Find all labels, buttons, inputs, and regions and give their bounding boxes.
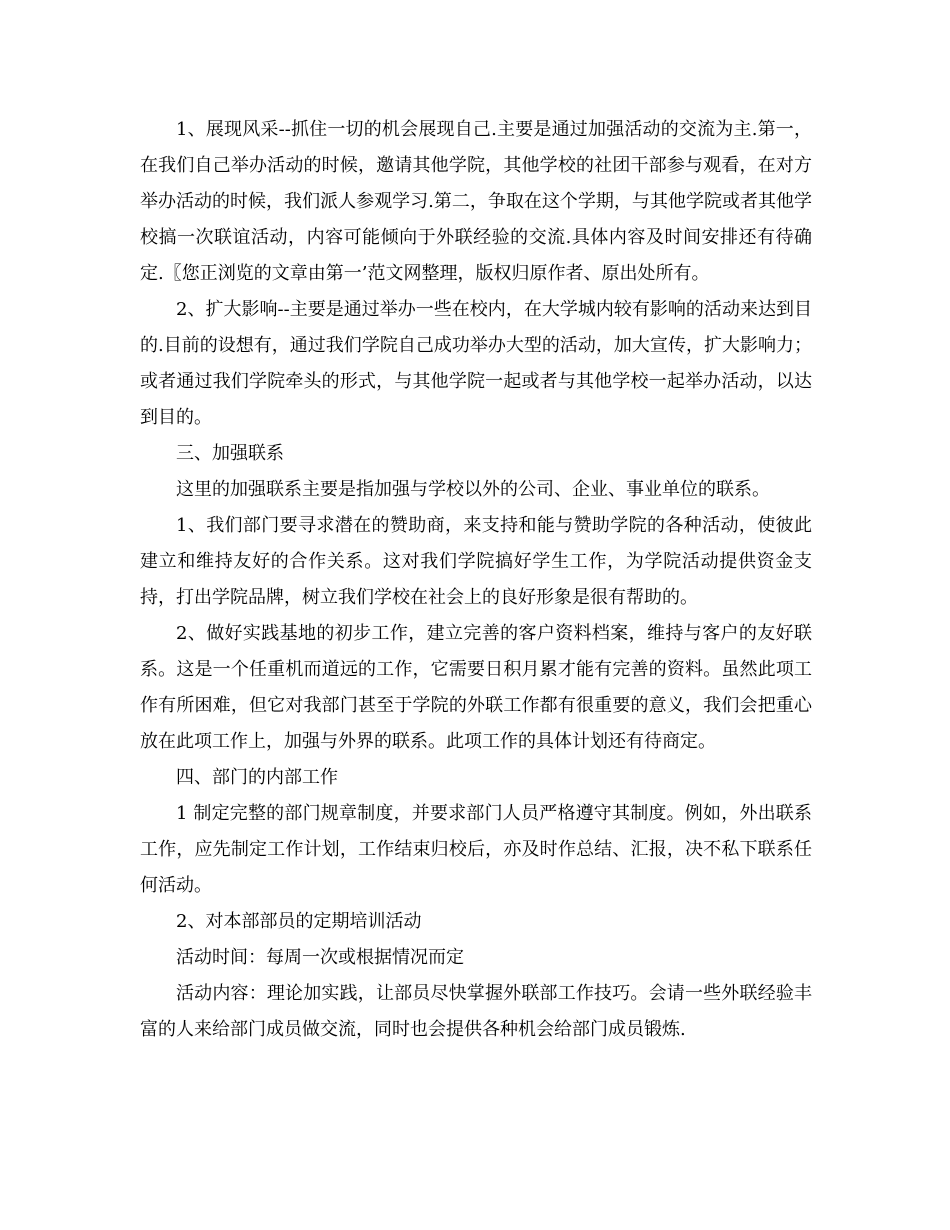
paragraph-practice-base: 2、做好实践基地的初步工作，建立完善的客户资料档案，维持与客户的友好联系。这是一个任重机而道远的工作，它需要日积月累才能有完善的资料。虽然此项工作有所困难，但它对我部门甚至于学院的外联工作都有很重要的意义，我们会把重心放在此项工作上，加强与外界的联系。此项工作的具体计划还有待商定。 [140,623,812,752]
paragraph-regulations: 1 制定完整的部门规章制度，并要求部门人员严格遵守其制度。例如，外出联系工作，应先制定工作计划，工作结束归校后，亦及时作总结、汇报，决不私下联系任何活动。 [140,803,812,896]
paragraph-training-title: 2、对本部部员的定期培训活动 [176,911,422,932]
paragraph-showcase: 1、展现风采--抓住一切的机会展现自己.主要是通过加强活动的交流为主.第一，在我们自己举办活动的时候，邀请其他学院，其他学校的社团干部参与观看，在对方举办活动的时候，我们派人参观学习.第二，争取在这个学期，与其他学院或者其他学校搞一次联谊活动，内容可能倾向于外联经验的交流.具体内容及时间安排还有待确定.〖您正浏览的文章由第一’范文网整理，版权归原作者、原出处所有。 [140,119,812,284]
paragraph-contact-intro: 这里的加强联系主要是指加强与学校以外的公司、企业、事业单位的联系。 [176,479,770,500]
paragraph-activity-time: 活动时间：每周一次或根据情况而定 [176,947,464,968]
section-heading-internal-work: 四、部门的内部工作 [176,767,338,788]
paragraph-expand-influence: 2、扩大影响--主要是通过举办一些在校内，在大学城内较有影响的活动来达到目的.目前的设想有，通过我们学院自己成功举办大型的活动，加大宣传，扩大影响力；或者通过我们学院牵头的形式，与其他学院一起或者与其他学校一起举办活动，以达到目的。 [140,299,812,428]
document-body [140,112,812,1048]
paragraph-activity-content: 活动内容：理论加实践，让部员尽快掌握外联部工作技巧。会请一些外联经验丰富的人来给部门成员做交流，同时也会提供各种机会给部门成员锻炼. [140,983,812,1040]
section-heading-strengthen-contact: 三、加强联系 [176,443,284,464]
paragraph-sponsors: 1、我们部门要寻求潜在的赞助商，来支持和能与赞助学院的各种活动，使彼此建立和维持友好的合作关系。这对我们学院搞好学生工作，为学院活动提供资金支持，打出学院品牌，树立我们学校在社会上的良好形象是很有帮助的。 [140,515,812,608]
